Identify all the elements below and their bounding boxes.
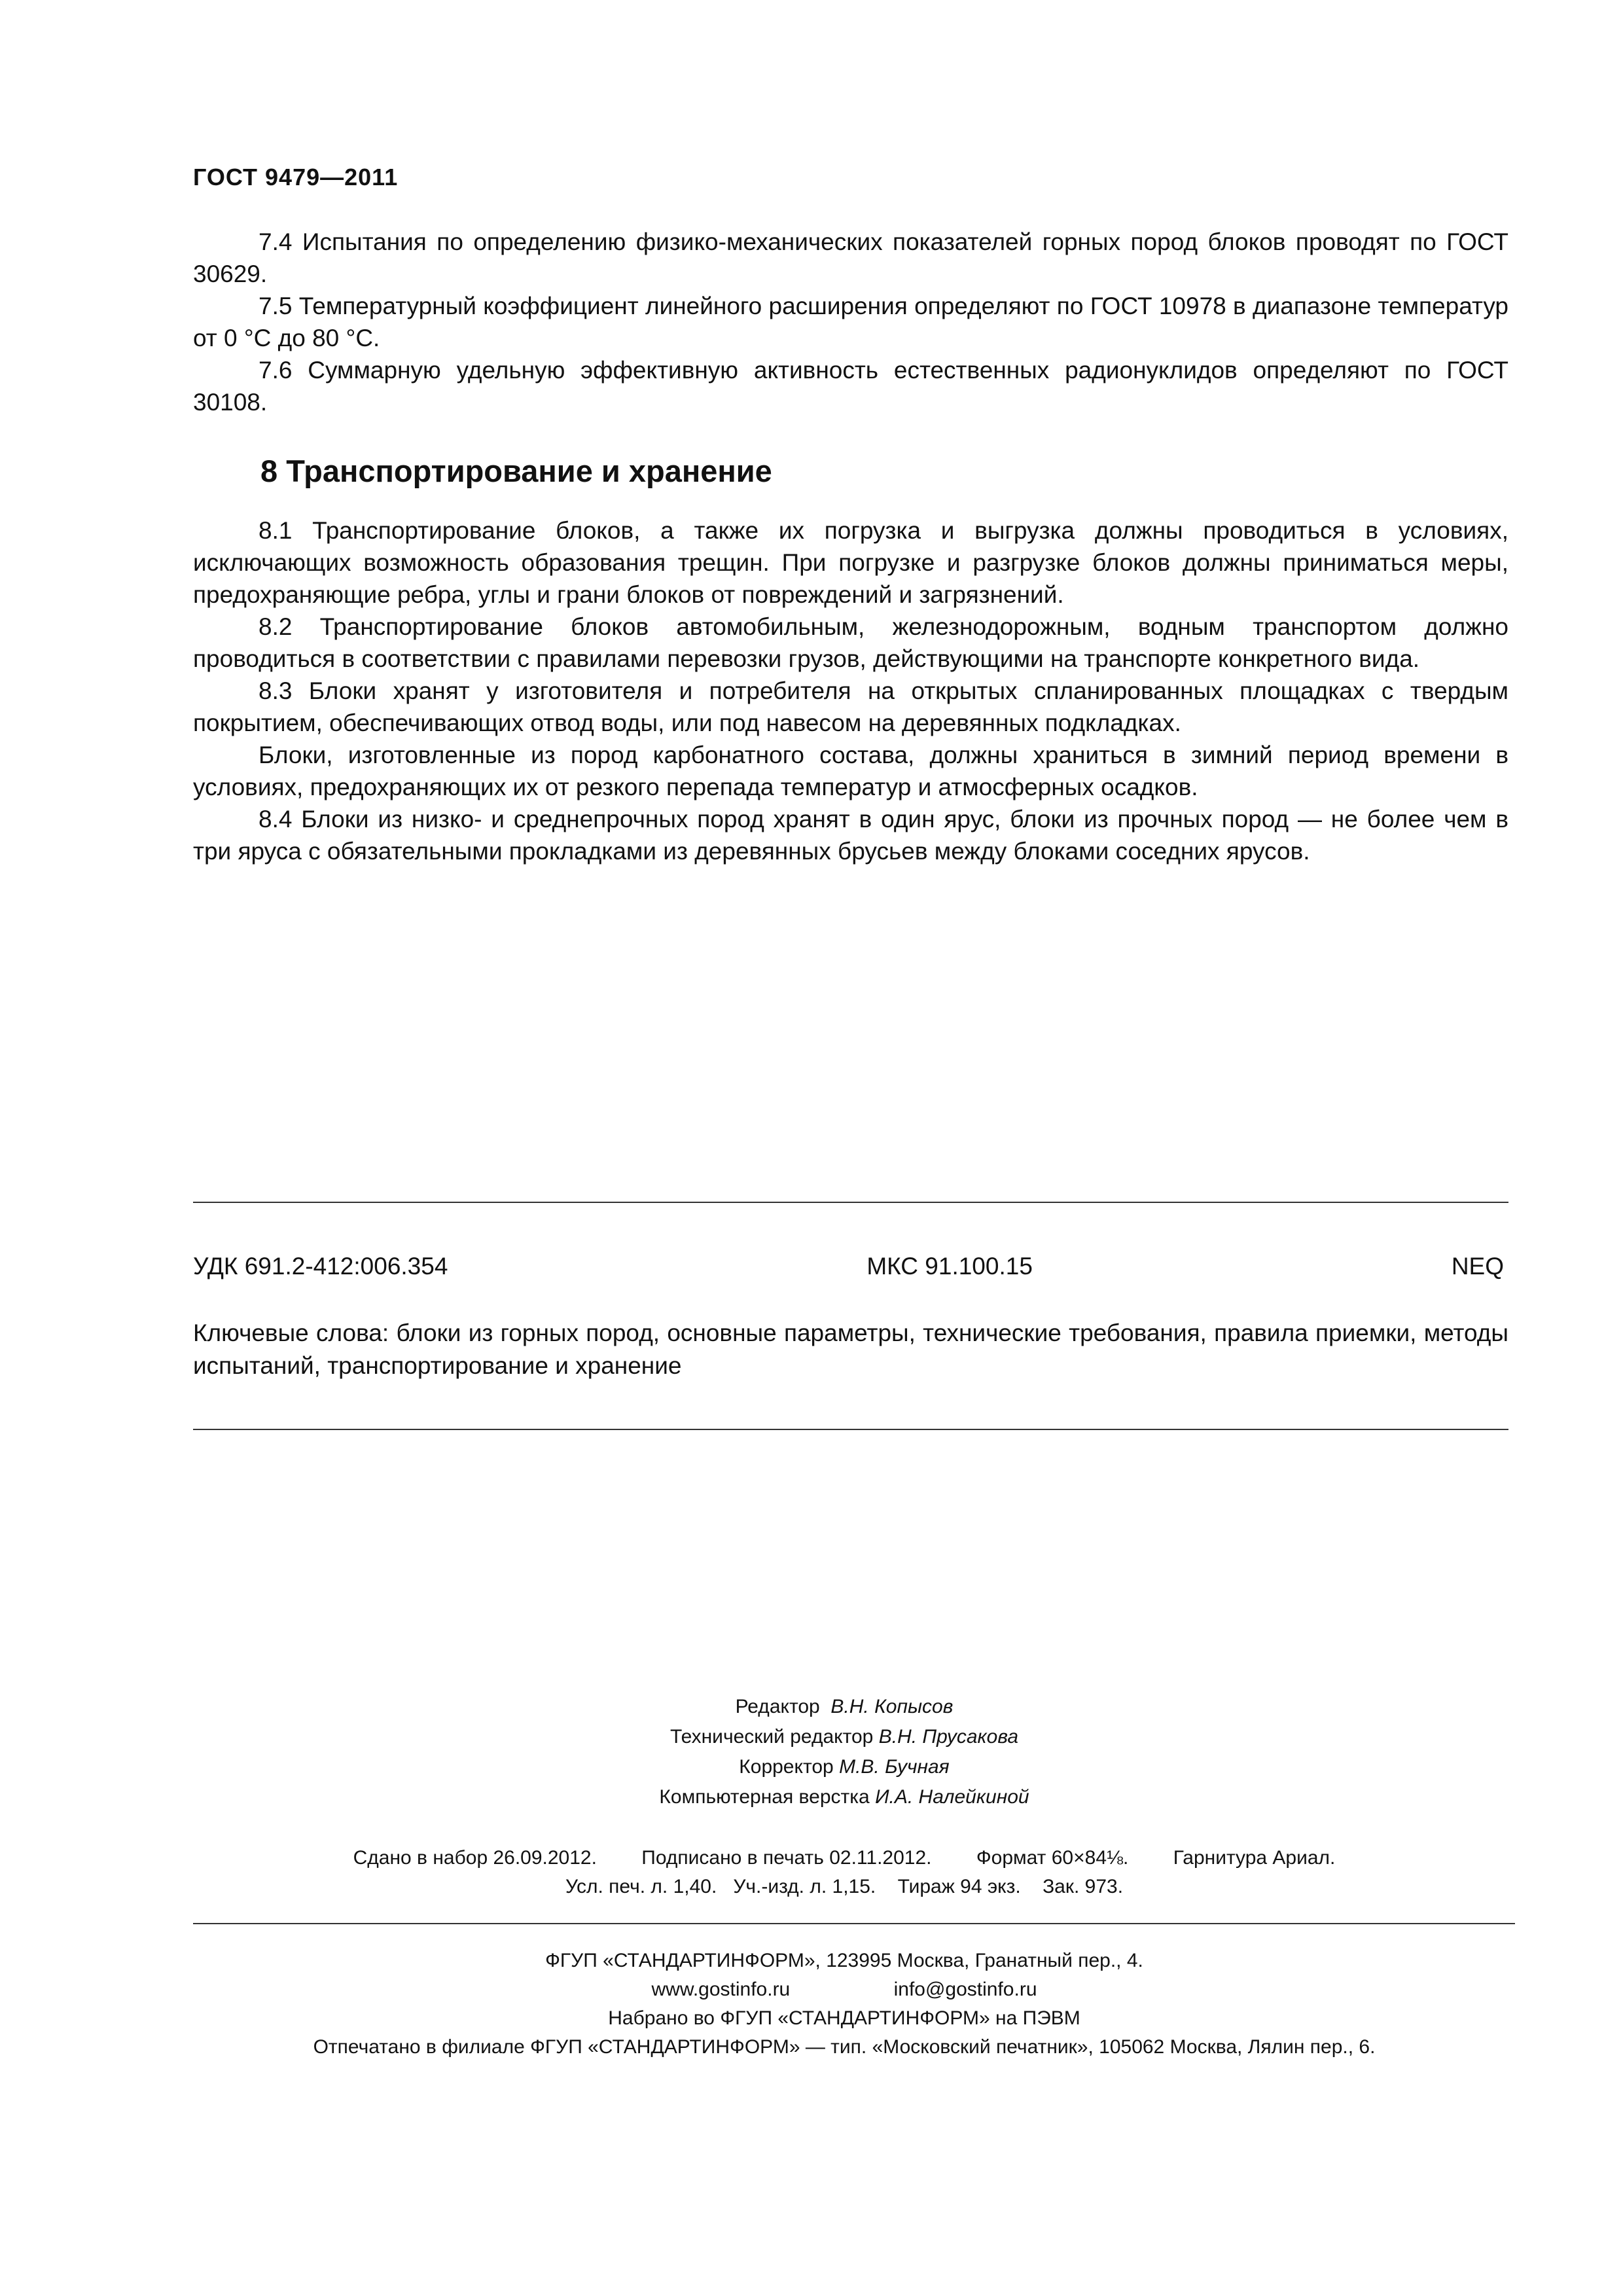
section-8-heading: 8 Транспортирование и хранение xyxy=(260,454,772,488)
keywords: Ключевые слова: блоки из горных пород, основные параметры, технические требования, правила приемки, методы испытаний, транспортирование и хранение xyxy=(193,1319,1508,1379)
udk-code: УДК 691.2-412:006.354 xyxy=(193,1253,448,1280)
printer-contacts xyxy=(0,1975,1623,2004)
paragraph-7-5: 7.5 Температурный коэффициент линейного расширения определяют по ГОСТ 10978 в диапазоне температур от 0 °С до 80 °С. xyxy=(193,293,1508,351)
divider-middle xyxy=(193,1429,1508,1430)
corrector-line: Корректор М.В. Бучная xyxy=(739,1756,950,1778)
layout-line: Компьютерная верстка И.А. Налейкиной xyxy=(659,1786,1029,1808)
divider-bottom xyxy=(193,1923,1515,1924)
publication-info xyxy=(0,1844,1623,1901)
divider-top xyxy=(193,1202,1508,1203)
publication-line-2: Усл. печ. л. 1,40. Уч.-изд. л. 1,15. Тираж 94 экз. Зак. 973. xyxy=(565,1876,1124,1897)
printer-org: ФГУП «СТАНДАРТИНФОРМ», 123995 Москва, Гранатный пер., 4. xyxy=(545,1950,1143,1971)
printer-email[interactable]: info@gostinfo.ru xyxy=(893,1979,1037,2000)
editor-line: Редактор В.Н. Копысов xyxy=(735,1696,954,1717)
paragraph-8-3: 8.3 Блоки хранят у изготовителя и потребителя на открытых спланированных площадках с твердым покрытием, обеспечивающих отвод воды, или под навесом на деревянных подкладках. xyxy=(193,677,1508,736)
paragraph-7-4: 7.4 Испытания по определению физико-механических показателей горных пород блоков проводят по ГОСТ 30629. xyxy=(193,228,1508,287)
document-header: ГОСТ 9479—2011 xyxy=(193,164,399,190)
mks-code: МКС 91.100.15 xyxy=(866,1253,1033,1280)
classification-row xyxy=(193,1253,1504,1280)
paragraph-8-1: 8.1 Транспортирование блоков, а также их погрузка и выгрузка должны проводиться в условиях, исключающих возможность образования трещин. При погрузке и разгрузке блоков должны приниматься меры, предохраняющие ребра, углы и грани блоков от повреждений и загрязнений. xyxy=(193,517,1508,608)
credits-block xyxy=(0,1692,1623,1812)
printer-typeset: Набрано во ФГУП «СТАНДАРТИНФОРМ» на ПЭВМ xyxy=(608,2007,1080,2029)
tech-editor-line: Технический редактор В.Н. Прусакова xyxy=(669,1726,1019,1748)
printer-info xyxy=(0,1946,1623,2062)
section-8-text xyxy=(193,514,1508,867)
printer-website[interactable]: www.gostinfo.ru xyxy=(651,1979,791,2000)
publication-line-1: Сдано в набор 26.09.2012. Подписано в печать 02.11.2012. Формат 60×84⅛. Гарнитура Ариал. xyxy=(353,1847,1336,1869)
paragraph-8-3-cont: Блоки, изготовленные из пород карбонатного состава, должны храниться в зимний период времени в условиях, предохраняющих их от резкого перепада температур и атмосферных осадков. xyxy=(193,742,1508,800)
paragraph-8-2: 8.2 Транспортирование блоков автомобильным, железнодорожным, водным транспортом должно проводиться в соответствии с правилами перевозки грузов, действующими на транспорте конкретного вида. xyxy=(193,613,1508,672)
section-7-text xyxy=(193,226,1508,418)
printer-printed: Отпечатано в филиале ФГУП «СТАНДАРТИНФОРМ» — тип. «Московский печатник», 105062 Москва, Лялин пер., 6. xyxy=(313,2036,1376,2058)
paragraph-8-4: 8.4 Блоки из низко- и среднепрочных пород хранят в один ярус, блоки из прочных пород — не более чем в три яруса с обязательными прокладками из деревянных брусьев между блоками соседних ярусов. xyxy=(193,806,1508,865)
neq-label: NEQ xyxy=(1451,1253,1504,1280)
paragraph-7-6: 7.6 Суммарную удельную эффективную активность естественных радионуклидов определяют по ГОСТ 30108. xyxy=(193,357,1508,416)
